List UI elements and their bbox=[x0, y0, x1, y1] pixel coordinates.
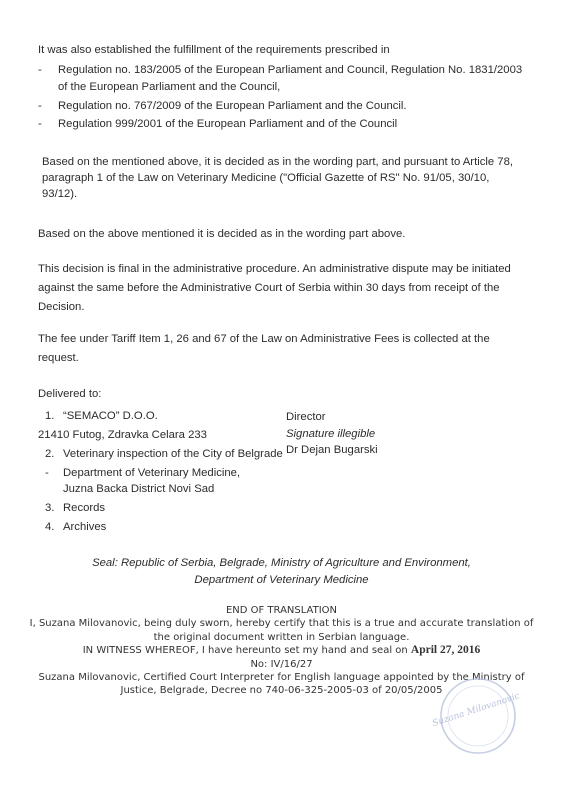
interpreter-line: Suzana Milovanovic, Certified Court Interpreter for English language appointed by the Ministry of bbox=[38, 672, 525, 684]
list-item-text: Regulation 999/2001 of the European Parliament and of the Council bbox=[58, 118, 398, 130]
seal-line: Department of Veterinary Medicine bbox=[194, 574, 369, 586]
recipient-list bbox=[38, 408, 285, 538]
list-marker: - bbox=[38, 99, 42, 112]
recipient-text: Veterinary inspection of the City of Belgrade bbox=[63, 448, 283, 460]
list-item bbox=[38, 427, 278, 443]
intro-text: It was also established the fulfillment of the requirements prescribed in bbox=[38, 44, 390, 56]
paragraph-fee: The fee under Tariff Item 1, 26 and 67 of the Law on Administrative Fees is collected at the request. bbox=[38, 333, 490, 364]
seal-line: Seal: Republic of Serbia, Belgrade, Ministry of Agriculture and Environment, bbox=[92, 557, 471, 569]
list-marker: - bbox=[38, 118, 42, 130]
paragraph-decision-final: This decision is final in the administrative procedure. An administrative dispute may be initiated against the same before the Administrative Court of Serbia within 30 days from receipt of the Decision. bbox=[38, 263, 511, 313]
interpreter-line: Justice, Belgrade, Decree no 740-06-325-2005-03 of 20/05/2005 bbox=[120, 685, 443, 697]
list-item-text: Regulation no. 767/2009 of the European Parliament and the Council. bbox=[58, 99, 407, 112]
recipient-text: 21410 Futog, Zdravka Celara 233 bbox=[38, 429, 207, 441]
list-item bbox=[38, 98, 528, 115]
recipient-text: “SEMACO” D.O.O. bbox=[63, 410, 158, 422]
paragraph-based-on-second: Based on the above mentioned it is decided as in the wording part above. bbox=[38, 228, 406, 240]
signature-title: Director bbox=[286, 411, 326, 423]
list-marker: 4. bbox=[45, 521, 55, 533]
end-of-translation: END OF TRANSLATION bbox=[225, 605, 338, 616]
stamp-text: Suzana Milovanovic bbox=[431, 691, 522, 730]
list-marker: 3. bbox=[45, 502, 55, 514]
signature-illegible: Signature illegible bbox=[286, 427, 376, 440]
list-item bbox=[38, 116, 528, 133]
seal-description bbox=[0, 555, 563, 589]
delivered-to-label: Delivered to: bbox=[38, 388, 102, 400]
sworn-line: I, Suzana Milovanovic, being duly sworn, hereby certify that this is a true and accurate translation of bbox=[29, 618, 534, 630]
witness-text: IN WITNESS WHEREOF, I have hereunto set my hand and seal on bbox=[82, 645, 408, 657]
witness-line bbox=[0, 644, 563, 657]
list-marker: - bbox=[45, 467, 49, 479]
interpreter-stamp bbox=[431, 676, 522, 756]
certificate-number: No: IV/16/27 bbox=[250, 658, 313, 670]
list-marker: 2. bbox=[45, 448, 55, 460]
list-item bbox=[45, 519, 285, 535]
regulation-list bbox=[38, 62, 528, 135]
list-marker: 1. bbox=[45, 410, 55, 422]
list-marker: - bbox=[38, 64, 42, 76]
recipient-text: Archives bbox=[63, 521, 107, 533]
list-item bbox=[45, 446, 285, 462]
signature-name: Dr Dejan Bugarski bbox=[286, 444, 378, 456]
signature-block bbox=[286, 409, 378, 459]
list-item bbox=[45, 408, 285, 424]
list-item bbox=[45, 465, 253, 497]
witness-date: April 27, 2016 bbox=[410, 644, 481, 657]
recipient-text: Department of Veterinary Medicine, Juzna Backa District Novi Sad bbox=[63, 467, 241, 495]
sworn-line: the original document written in Serbian language. bbox=[153, 631, 410, 643]
paragraph-based-on-first: Based on the mentioned above, it is decided as in the wording part, and pursuant to Article 78, paragraph 1 of the Law on Veterinary Medicine ("Official Gazette of RS" No. 91/05, 30/10, 93/12). bbox=[42, 156, 514, 200]
list-item-text: Regulation no. 183/2005 of the European Parliament and Council, Regulation No. 1831/2003 of the European Parliament and the Council, bbox=[58, 64, 523, 93]
list-item bbox=[38, 62, 528, 96]
list-item bbox=[45, 500, 285, 516]
recipient-text: Records bbox=[63, 502, 106, 514]
